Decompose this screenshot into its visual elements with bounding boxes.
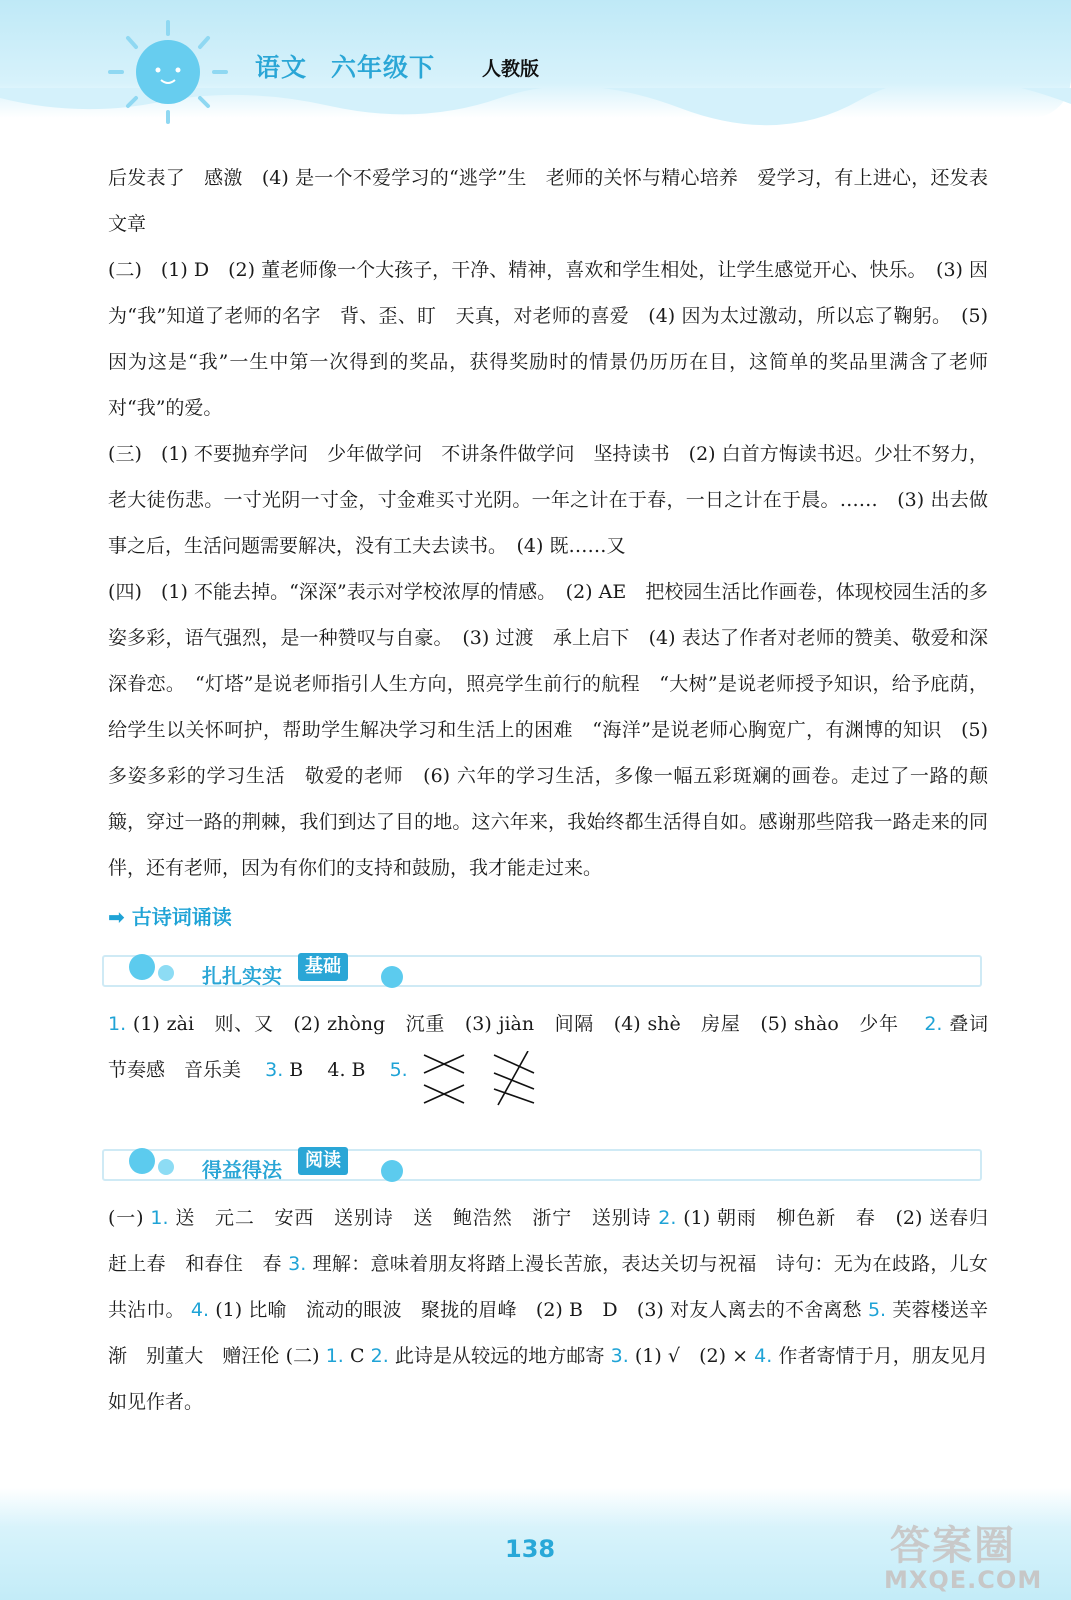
subject-label: 语文 xyxy=(255,53,308,82)
basics-banner xyxy=(102,939,982,1001)
basics-answers xyxy=(108,1001,1008,1107)
question-number: 1. xyxy=(325,1345,344,1367)
part-label: (二) xyxy=(285,1345,320,1367)
banner-tag-basics: 基础 xyxy=(298,953,348,981)
answer-content xyxy=(108,155,1008,1425)
question-number: 5. xyxy=(389,1059,408,1081)
question-answer: B xyxy=(289,1059,304,1081)
question-answer: 此诗是从较远的地方邮寄 xyxy=(394,1345,605,1367)
question-answer: 作者寄情于月，朋友见月如见作者。 xyxy=(108,1345,989,1413)
banner-tag-reading: 阅读 xyxy=(298,1147,348,1175)
question-number: 4. xyxy=(754,1345,773,1367)
question-answer: (1) √ (2) × xyxy=(634,1345,749,1367)
grade-label: 六年级下 xyxy=(331,53,436,82)
question-number: 3. xyxy=(610,1345,629,1367)
question-number: 2. xyxy=(658,1207,677,1229)
question-answer: 芙蓉楼送辛渐 别董大 赠汪伦 xyxy=(108,1299,988,1367)
watermark-url: MXQE.COM xyxy=(884,1566,1043,1594)
question-answer: 叠词 节奏感 音乐美 xyxy=(108,1013,1008,1081)
reading-answers xyxy=(108,1195,1007,1425)
banner-title-reading: 得益得法 xyxy=(202,1158,282,1182)
header-title xyxy=(255,48,459,84)
edition-label: 人教版 xyxy=(482,58,540,80)
banner-title-basics: 扎扎实实 xyxy=(202,964,282,988)
answer-paragraph-part4: (四) (1) 不能去掉。“深深”表示对学校浓厚的情感。 (2) AE 把校园生活比作画卷，体现校园生活的多姿多彩，语气强烈，是一种赞叹与自豪。 (3) 过渡 承上启下 (4) 表达了作者对老师的赞美、敬爱和深深眷恋。 “灯塔”是说老师指引人生方向，照亮学生前行的航程 “大树”是说老师授予知识，给予庇荫，给学生以关怀呵护，帮助学生解决学习和生活上的困难 “海洋”是说老师心胸宽广，有渊博的知识 (5) 多姿多彩的学习生活 敬爱的老师 (6) 六年的学习生活，多像一幅五彩斑斓的画卷。走过了一路的颠簸，穿过一路的荆棘，我们到达了目的地。这六年来，我始终都生活得自如。感谢那些陪我一路走来的同伴，还有老师，因为有你们的支持和鼓励，我才能走过来。 xyxy=(108,581,988,879)
question-number: 1. xyxy=(108,1013,127,1035)
section-heading: ➡ 古诗词诵读 xyxy=(108,905,232,929)
page-number: 138 xyxy=(505,1535,556,1563)
watermark xyxy=(870,1508,1060,1598)
sun-icon xyxy=(106,20,230,124)
question-number: 1. xyxy=(150,1207,169,1229)
question-number: 2. xyxy=(370,1345,389,1367)
question-answer: 4. B xyxy=(327,1059,366,1081)
question-answer: (1) 朝雨 柳色新 春 (2) 送春归 赶上春 和春住 春 xyxy=(108,1207,1007,1275)
question-answer: (1) zài 则、又 (2) zhòng 沉重 (3) jiàn 间隔 (4) shè 房屋 (5) shào 少年 xyxy=(132,1013,899,1035)
reading-banner xyxy=(102,1133,982,1195)
part-label: (一) xyxy=(108,1207,144,1229)
question-answer: 送 元二 安西 送别诗 送 鲍浩然 浙宁 送别诗 xyxy=(175,1207,652,1229)
question-answer: 理解：意味着朋友将踏上漫长苦旅，表达关切与祝福 诗句：无为在歧路，儿女共沾巾。 xyxy=(108,1253,988,1321)
watermark-logo: 答案圈 xyxy=(890,1523,1016,1569)
answer-paragraph-part3: (三) (1) 不要抛弃学问 少年做学问 不讲条件做学问 坚持读书 (2) 白首方悔读书迟。少壮不努力，老大徒伤悲。一寸光阴一寸金，寸金难买寸光阴。一年之计在于春，一日之计在于晨。…… (3) 出去做事之后，生活问题需要解决，没有工夫去读书。 (4) 既……又 xyxy=(108,443,988,557)
question-number: 5. xyxy=(867,1299,887,1321)
question-number: 2. xyxy=(924,1013,943,1035)
answer-paragraph-part2: (二) (1) D (2) 董老师像一个大孩子，干净、精神，喜欢和学生相处，让学生感觉开心、快乐。 (3) 因为“我”知道了老师的名字 背、歪、盯 天真，对老师的喜爱 (4) 因为太过激动，所以忘了鞠躬。 (5) 因为这是“我”一生中第一次得到的奖品，获得奖励时的情景仍历历在目，这简单的奖品里满含了老师对“我”的爱。 xyxy=(108,259,988,419)
matching-lines-icon xyxy=(414,1051,544,1111)
answer-paragraph-continued: 后发表了 感激 (4) 是一个不爱学习的“逃学”生 老师的关怀与精心培养 爱学习，有上进心，还发表文章 xyxy=(108,167,988,235)
question-answer: (1) 比喻 流动的眼波 聚拢的眉峰 (2) B D (3) 对友人离去的不舍离愁 xyxy=(215,1299,862,1321)
question-answer: C xyxy=(349,1345,365,1367)
question-number: 3. xyxy=(265,1059,284,1081)
question-number: 3. xyxy=(288,1253,307,1275)
question-number: 4. xyxy=(190,1299,210,1321)
